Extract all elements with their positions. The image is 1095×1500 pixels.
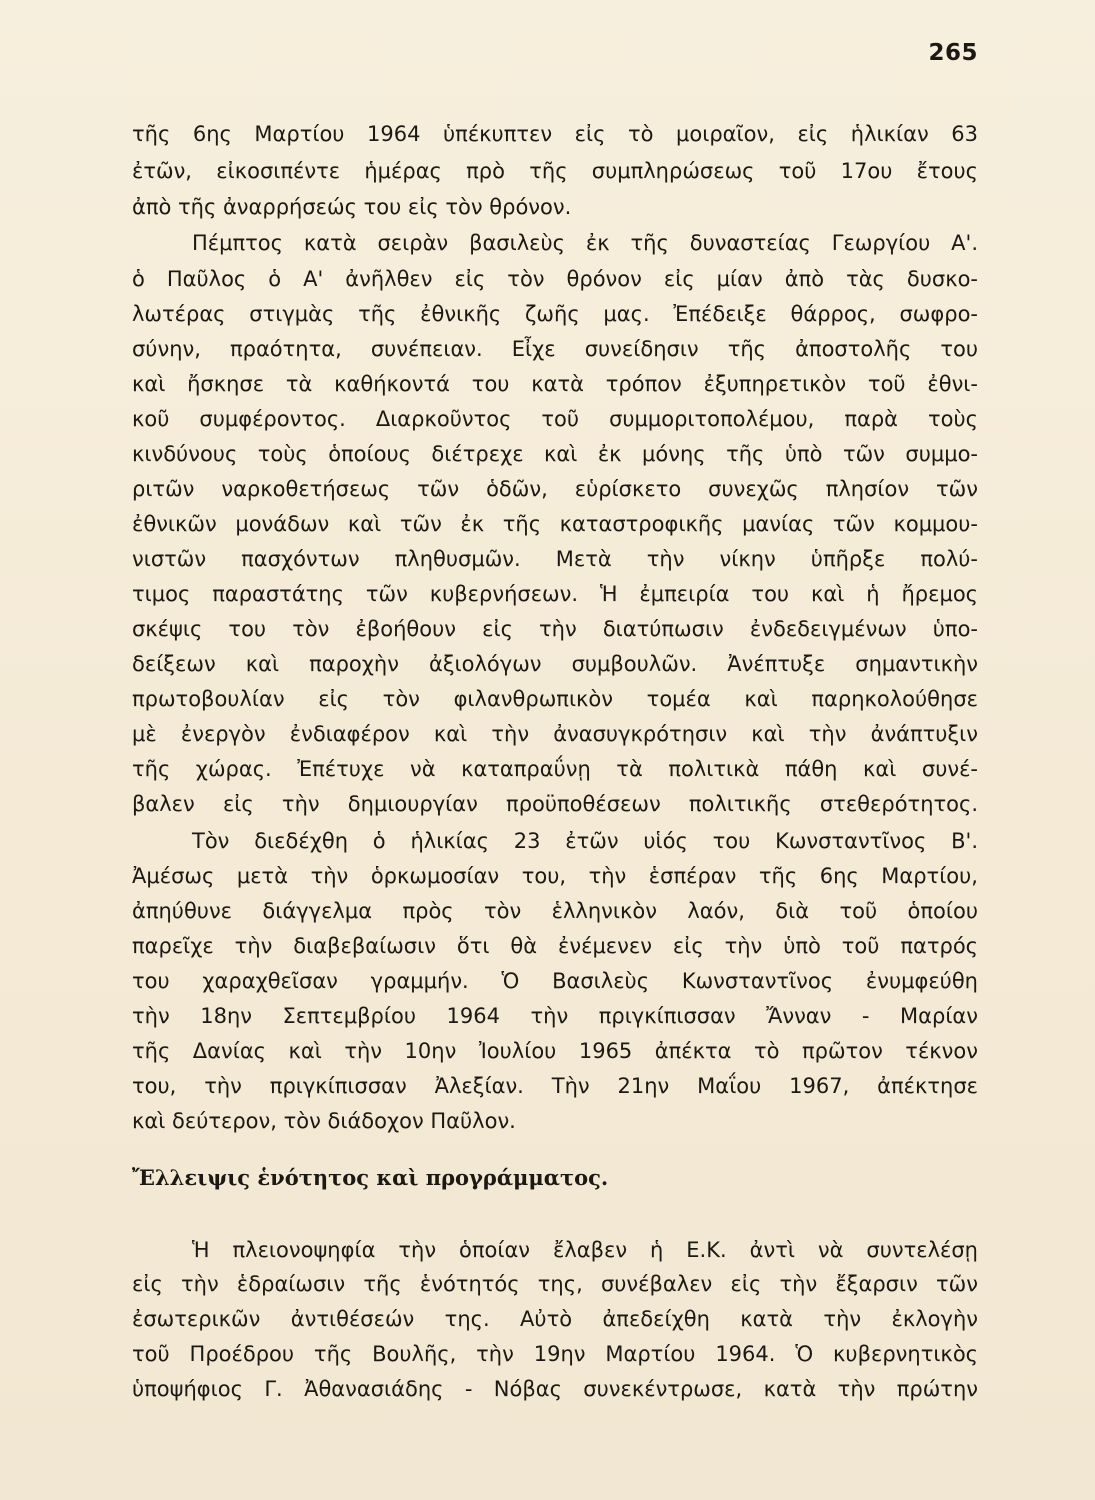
text-line: κινδύνους τοὺς ὁποίους διέτρεχε καὶ ἐκ μόνης τῆς ὑπὸ τῶν συμμο- — [132, 442, 978, 466]
text-line: του χαραχθεῖσαν γραμμήν. Ὁ Βασιλεὺς Κωνσταντῖνος ἐνυμφεύθη — [132, 969, 978, 993]
text-line: τῆς 6ης Μαρτίου 1964 ὑπέκυπτεν εἰς τὸ μοιραῖον, εἰς ἡλικίαν 63 — [132, 122, 978, 146]
paragraph-first-line: Πέμπτος κατὰ σειρὰν βασιλεὺς ἐκ τῆς δυναστείας Γεωργίου Α'. — [192, 231, 978, 255]
text-line: ἀπηύθυνε διάγγελμα πρὸς τὸν ἑλληνικὸν λαόν, διὰ τοῦ ὁποίου — [132, 899, 978, 923]
text-line: νιστῶν πασχόντων πληθυσμῶν. Μετὰ τὴν νίκην ὑπῆρξε πολύ- — [132, 547, 978, 571]
text-line: τοῦ Προέδρου τῆς Βουλῆς, τὴν 19ην Μαρτίου 1964. Ὁ κυβερνητικὸς — [132, 1342, 978, 1366]
text-line: σκέψις του τὸν ἐβοήθουν εἰς τὴν διατύπωσιν ἐνδεδειγμένων ὑπο- — [132, 617, 978, 641]
text-line: εἰς τὴν ἑδραίωσιν τῆς ἑνότητός της, συνέβαλεν εἰς τὴν ἔξαρσιν τῶν — [132, 1272, 978, 1296]
text-line: τὴν 18ην Σεπτεμβρίου 1964 τὴν πριγκίπισσαν Ἄνναν - Μαρίαν — [132, 1004, 978, 1028]
text-line: τῆς Δανίας καὶ τὴν 10ην Ἰουλίου 1965 ἀπέκτα τὸ πρῶτον τέκνον — [132, 1039, 978, 1063]
text-line: ἀπὸ τῆς ἀναρρήσεώς του εἰς τὸν θρόνον. — [132, 195, 572, 219]
text-line: δείξεων καὶ παροχὴν ἀξιολόγων συμβουλῶν. Ἀνέπτυξε σημαντικὴν — [132, 652, 978, 676]
text-line: βαλεν εἰς τὴν δημιουργίαν προϋποθέσεων πολιτικῆς στεθερότητος. — [132, 792, 978, 816]
text-line: ὑποψήφιος Γ. Ἀθανασιάδης - Νόβας συνεκέντρωσε, κατὰ τὴν πρώτην — [132, 1377, 978, 1401]
text-line: σύνην, πραότητα, συνέπειαν. Εἶχε συνείδησιν τῆς ἀποστολῆς του — [132, 337, 978, 361]
page-number: 265 — [928, 40, 978, 66]
text-line: μὲ ἐνεργὸν ἐνδιαφέρον καὶ τὴν ἀνασυγκρότησιν καὶ τὴν ἀνάπτυξιν — [132, 722, 978, 746]
text-line: ριτῶν ναρκοθετήσεως τῶν ὁδῶν, εὑρίσκετο συνεχῶς πλησίον τῶν — [132, 477, 978, 501]
text-line: του, τὴν πριγκίπισσαν Ἀλεξίαν. Τὴν 21ην Μαΐου 1967, ἀπέκτησε — [132, 1074, 978, 1098]
text-line: καὶ ἤσκησε τὰ καθήκοντά του κατὰ τρόπον ἐξυπηρετικὸν τοῦ ἐθνι- — [132, 372, 978, 396]
text-line: παρεῖχε τὴν διαβεβαίωσιν ὅτι θὰ ἐνέμενεν εἰς τὴν ὑπὸ τοῦ πατρός — [132, 934, 978, 958]
paragraph-first-line: Τὸν διεδέχθη ὁ ἡλικίας 23 ἐτῶν υἱός του Κωνσταντῖνος Β'. — [192, 829, 978, 853]
text-line: ἐτῶν, εἰκοσιπέντε ἡμέρας πρὸ τῆς συμπληρώσεως τοῦ 17ου ἔτους — [132, 159, 978, 183]
text-line: λωτέρας στιγμὰς τῆς ἐθνικῆς ζωῆς μας. Ἐπέδειξε θάρρος, σωφρο- — [132, 302, 978, 326]
text-line: ἐσωτερικῶν ἀντιθέσεών της. Αὐτὸ ἀπεδείχθη κατὰ τὴν ἐκλογὴν — [132, 1307, 978, 1331]
text-line: καὶ δεύτερον, τὸν διάδοχον Παῦλον. — [132, 1109, 516, 1133]
paragraph-first-line: Ἡ πλειονοψηφία τὴν ὁποίαν ἔλαβεν ἡ Ε.Κ. ἀντὶ νὰ συντελέσῃ — [192, 1238, 978, 1262]
section-heading: Ἔλλειψις ἑνότητος καὶ προγράμματος. — [132, 1165, 609, 1190]
text-line: τῆς χώρας. Ἐπέτυχε νὰ καταπραΰνῃ τὰ πολιτικὰ πάθη καὶ συνέ- — [132, 757, 978, 781]
text-line: ἐθνικῶν μονάδων καὶ τῶν ἐκ τῆς καταστροφικῆς μανίας τῶν κομμου- — [132, 512, 978, 536]
text-line: τιμος παραστάτης τῶν κυβερνήσεων. Ἡ ἐμπειρία του καὶ ἡ ἤρεμος — [132, 582, 978, 606]
text-line: ὁ Παῦλος ὁ Α' ἀνῆλθεν εἰς τὸν θρόνον εἰς μίαν ἀπὸ τὰς δυσκο- — [132, 267, 978, 291]
text-line: πρωτοβουλίαν εἰς τὸν φιλανθρωπικὸν τομέα καὶ παρηκολούθησε — [132, 687, 978, 711]
text-line: κοῦ συμφέροντος. Διαρκοῦντος τοῦ συμμοριτοπολέμου, παρὰ τοὺς — [132, 407, 978, 431]
text-line: Ἀμέσως μετὰ τὴν ὁρκωμοσίαν του, τὴν ἑσπέραν τῆς 6ης Μαρτίου, — [132, 864, 978, 888]
